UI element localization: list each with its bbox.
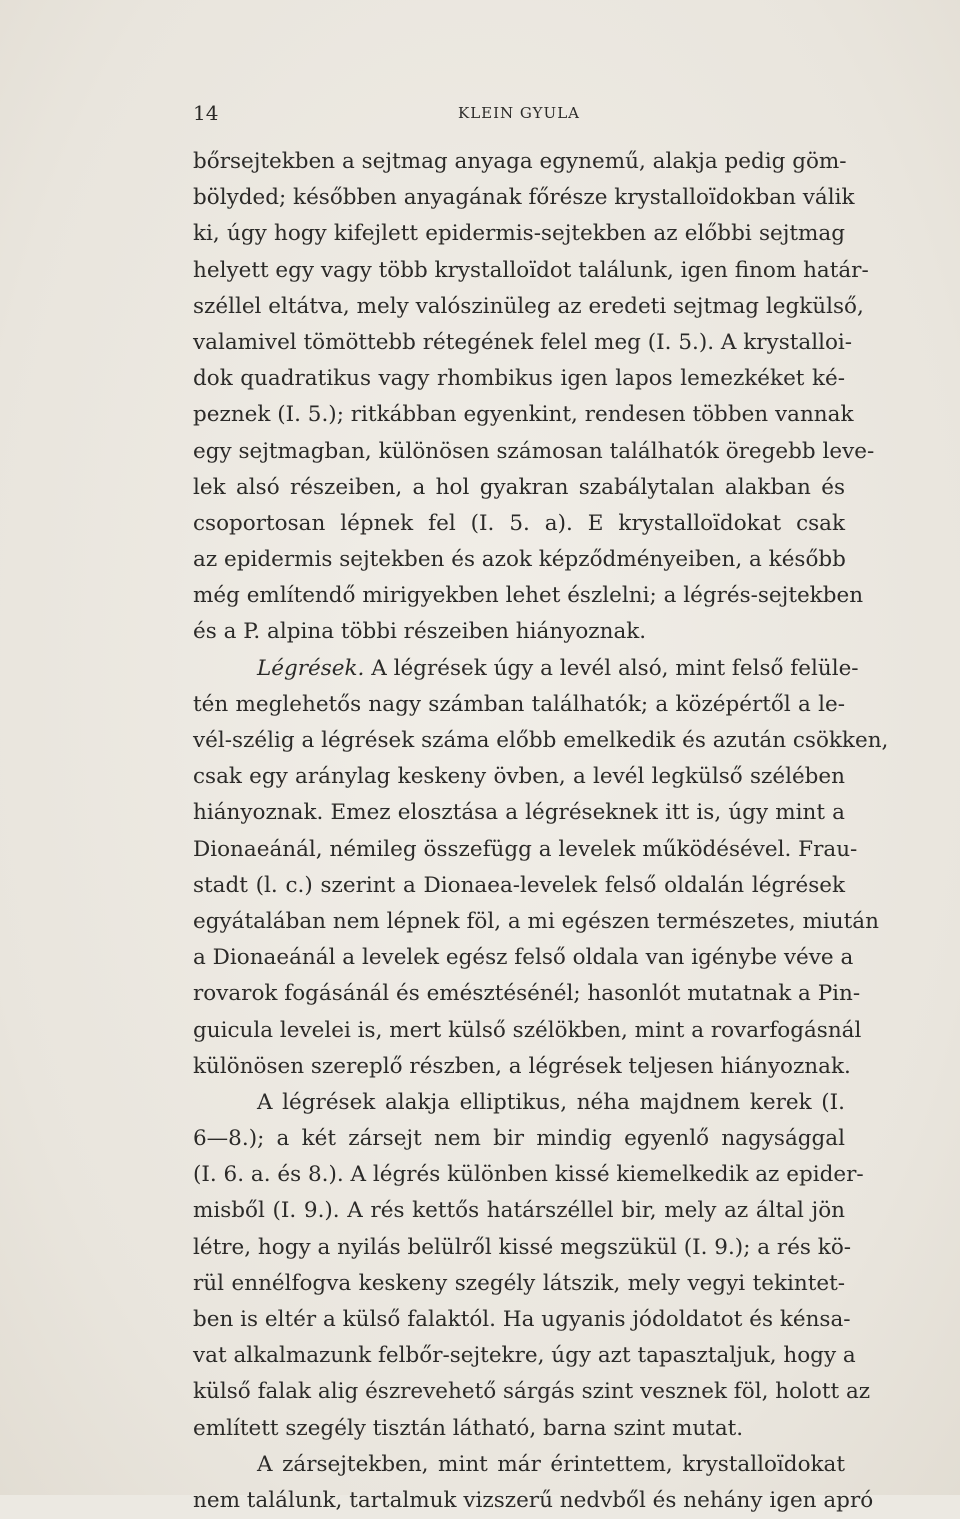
- text-line-rest: A légrések úgy a levél alsó, mint felső felüle-: [364, 655, 859, 681]
- text-line: külső falak alig észrevehető sárgás szint vesznek föl, holott az: [193, 1379, 871, 1405]
- text-line-with-heading: [193, 651, 859, 687]
- text-line: guicula levelei is, mert külső szélökben, mint a rovarfogásnál: [193, 1017, 862, 1043]
- text-line: egy sejtmagban, különösen számosan találhatók öregebb leve-: [193, 438, 875, 464]
- section-run-in-heading: Légrések.: [257, 655, 365, 681]
- text-line: peznek (I. 5.); ritkábban egyenkint, rendesen többen vannak: [193, 402, 854, 428]
- body-text: [193, 144, 889, 1519]
- page-header: [193, 98, 845, 128]
- text-line: vél-szélig a légrések száma előbb emelkedik és azután csökken,: [193, 728, 889, 753]
- text-line: széllel eltátva, mely valószinüleg az eredeti sejtmag legkülső,: [193, 293, 864, 319]
- running-head: KLEIN GYULA: [458, 104, 580, 122]
- text-line: lek alsó részeiben, a hol gyakran szabálytalan alakban és: [193, 474, 845, 500]
- text-line: tén meglehetős nagy számban találhatók; a középértől a le-: [193, 691, 845, 717]
- text-line: bölyded; későbben anyagának főrésze krystalloïdokban válik: [193, 185, 855, 211]
- text-line: ben is eltér a külső falaktól. Ha ugyanis jódoldatot és kénsa-: [193, 1307, 851, 1332]
- text-line: bőrsejtekben a sejtmag anyaga egynemű, alakja pedig göm-: [193, 149, 847, 174]
- text-line: helyett egy vagy több krystalloïdot találunk, igen finom határ-: [193, 257, 869, 283]
- paragraph-2: [193, 651, 889, 1085]
- text-line: csak egy aránylag keskeny övben, a levél legkülső szélében: [193, 764, 845, 790]
- text-line: dok quadratikus vagy rhombikus igen lapos lemezkéket ké-: [193, 366, 845, 392]
- text-line: ki, úgy hogy kifejlett epidermis-sejtekben az előbbi sejtmag: [193, 221, 845, 247]
- paragraph-4: [193, 1447, 874, 1519]
- text-line: nem találunk, tartalmuk vizszerű nedvből és nehány igen apró: [193, 1487, 874, 1513]
- text-line: Dionaeánál, némileg összefügg a levelek működésével. Frau-: [193, 836, 858, 862]
- text-line: hiányoznak. Emez elosztása a légréseknek itt is, úgy mint a: [193, 800, 845, 826]
- text-line: még említendő mirigyekben lehet észlelni; a légrés-sejtekben: [193, 583, 864, 609]
- text-line: rül ennélfogva keskeny szegély látszik, mely vegyi tekintet-: [193, 1270, 845, 1296]
- paragraph-1: [193, 144, 875, 651]
- text-line: és a P. alpina többi részeiben hiányoznak.: [193, 619, 647, 645]
- text-line: A légrések alakja elliptikus, néha majdnem kerek (I.: [257, 1089, 845, 1115]
- text-line: 6—8.); a két zársejt nem bir mindig egyenlő nagysággal: [193, 1126, 845, 1152]
- text-line: az epidermis sejtekben és azok képződményeiben, a később: [193, 547, 846, 573]
- text-line: vat alkalmazunk felbőr-sejtekre, úgy azt tapasztaljuk, hogy a: [193, 1343, 856, 1369]
- text-line: létre, hogy a nyilás belülről kissé megszükül (I. 9.); a rés kö-: [193, 1234, 852, 1260]
- page-number: 14: [193, 101, 219, 125]
- text-line: rovarok fogásánál és emésztésénél; hasonlót mutatnak a Pin-: [193, 981, 861, 1007]
- text-line: stadt (l. c.) szerint a Dionaea-levelek felső oldalán légrések: [193, 872, 845, 898]
- text-line: a Dionaeánál a levelek egész felső oldala van igénybe véve a: [193, 945, 854, 971]
- text-line: misből (I. 9.). A rés kettős határszéllel bir, mely az által jön: [193, 1198, 845, 1224]
- text-line: A zársejtekben, mint már érintettem, krystalloïdokat: [257, 1451, 845, 1477]
- text-line: csoportosan lépnek fel (I. 5. a). E krystalloïdokat csak: [193, 510, 845, 536]
- paragraph-3: [193, 1085, 871, 1447]
- text-line: (I. 6. a. és 8.). A légrés különben kissé kiemelkedik az epider-: [193, 1162, 864, 1188]
- text-line: valamivel tömöttebb rétegének felel meg (I. 5.). A krystalloi-: [193, 329, 853, 355]
- text-line: egyátalában nem lépnek föl, a mi egészen természetes, miután: [193, 908, 879, 934]
- text-line: említett szegély tisztán látható, barna szint mutat.: [193, 1415, 744, 1441]
- text-line: különösen szereplő részben, a légrések teljesen hiányoznak.: [193, 1053, 851, 1079]
